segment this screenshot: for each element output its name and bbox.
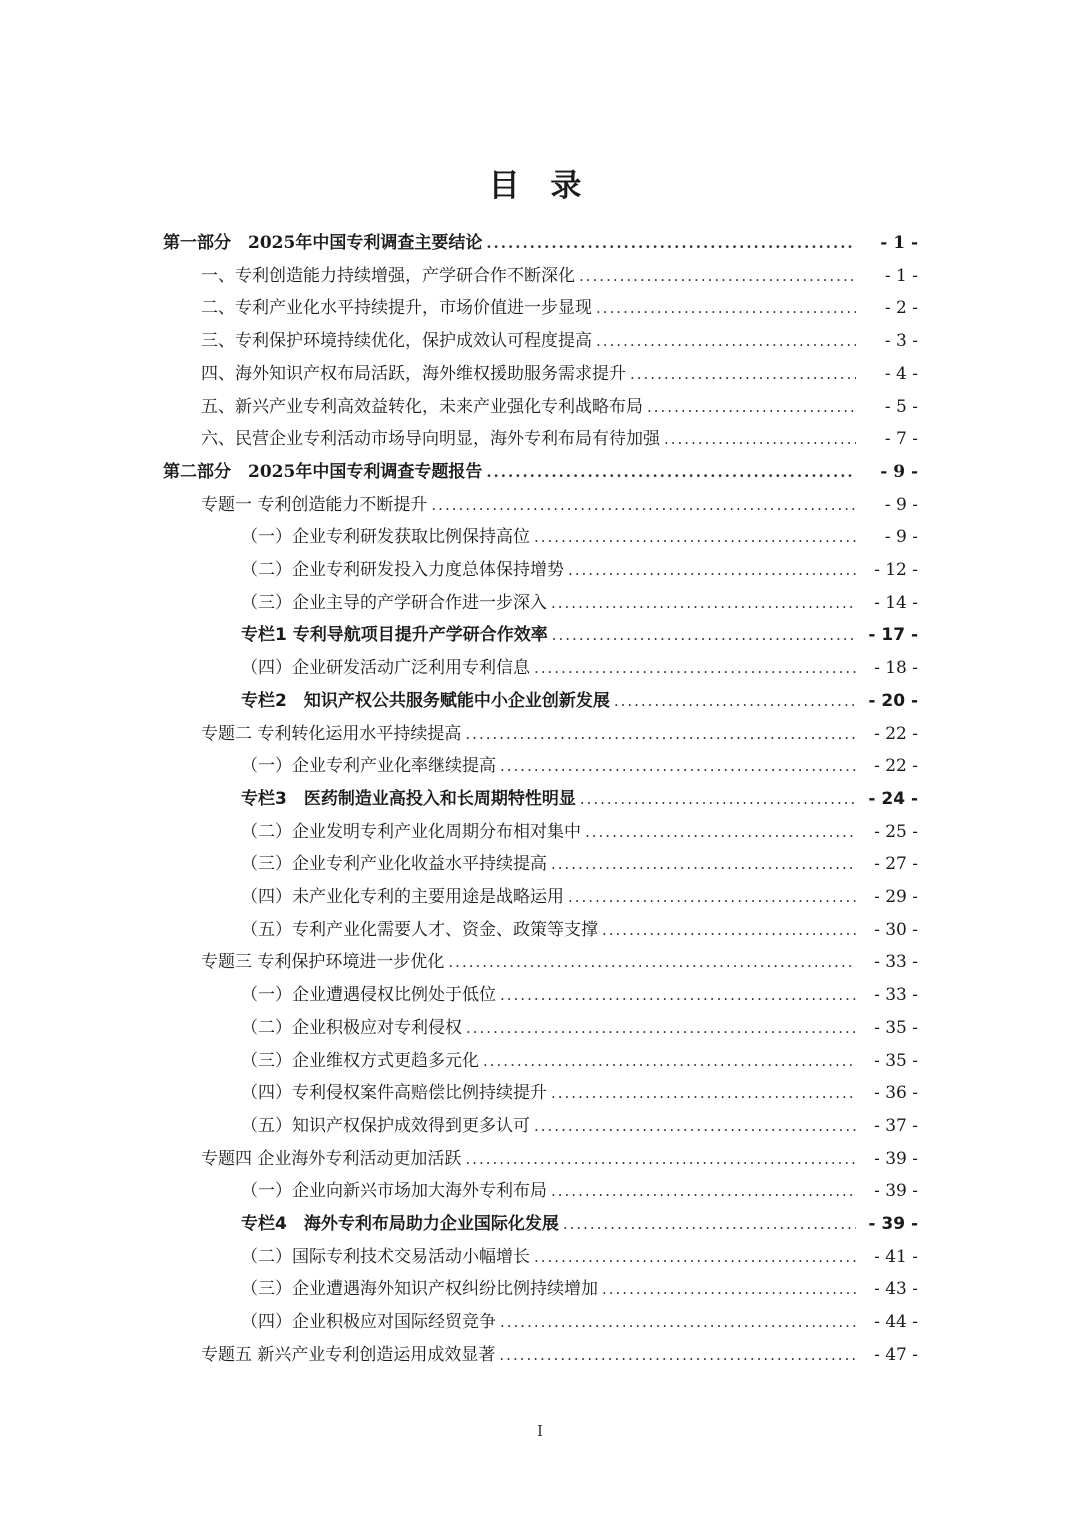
toc-entry-title: 专题一 专利创造能力不断提升 bbox=[201, 494, 428, 515]
toc-entry-title: 第二部分 2025年中国专利调查专题报告 bbox=[163, 461, 483, 482]
toc-title: 目 录 bbox=[488, 168, 592, 204]
toc-entry-title: （二）企业发明专利产业化周期分布相对集中 bbox=[241, 821, 581, 842]
dot-leader bbox=[551, 587, 856, 619]
toc-entry-title: （四）企业研发活动广泛利用专利信息 bbox=[241, 658, 530, 679]
toc-entry-title: （一）企业专利研发获取比例保持高位 bbox=[241, 527, 530, 548]
toc-entry[interactable] bbox=[241, 521, 918, 553]
dot-leader bbox=[534, 652, 856, 684]
toc-entry-title: 专题五 新兴产业专利创造运用成效显著 bbox=[201, 1344, 496, 1365]
toc-entry[interactable] bbox=[241, 881, 918, 913]
toc-entry-page: - 1 - bbox=[880, 233, 918, 253]
toc-entry[interactable] bbox=[241, 652, 918, 684]
toc-entry-page: - 12 - bbox=[874, 560, 918, 580]
toc-entry[interactable] bbox=[241, 619, 918, 651]
toc-entry-title: 二、专利产业化水平持续提升，市场价值进一步显现 bbox=[201, 298, 592, 319]
dot-leader bbox=[568, 554, 856, 586]
toc-entry[interactable] bbox=[241, 1077, 918, 1109]
toc-entry-page: - 44 - bbox=[874, 1312, 918, 1333]
dot-leader bbox=[551, 1175, 856, 1207]
toc-entry[interactable] bbox=[241, 1273, 918, 1305]
toc-entry[interactable] bbox=[241, 1045, 918, 1077]
dot-leader bbox=[466, 1012, 856, 1044]
toc-entry-page: - 9 - bbox=[884, 527, 918, 548]
dot-leader bbox=[563, 1208, 856, 1240]
toc-entry-title: 专栏3 医药制造业高投入和长周期特性明显 bbox=[241, 788, 576, 809]
toc-entry[interactable] bbox=[241, 587, 918, 619]
toc-entry-page: - 9 - bbox=[884, 494, 918, 515]
dot-leader bbox=[602, 914, 856, 946]
toc-entry-page: - 2 - bbox=[884, 298, 918, 319]
toc-entry-page: - 1 - bbox=[884, 265, 918, 286]
toc-entry-page: - 39 - bbox=[868, 1214, 918, 1234]
toc-entry[interactable] bbox=[241, 1306, 918, 1338]
dot-leader bbox=[499, 1339, 856, 1371]
toc-entry[interactable] bbox=[241, 750, 918, 782]
toc-entry-page: - 9 - bbox=[880, 461, 918, 482]
dot-leader bbox=[614, 685, 856, 717]
dot-leader bbox=[580, 783, 856, 815]
toc-entry-page: - 25 - bbox=[874, 821, 918, 842]
toc-entry[interactable] bbox=[201, 325, 918, 357]
toc-entry-title: （一）企业遭遇侵权比例处于低位 bbox=[241, 985, 496, 1006]
toc-entry[interactable] bbox=[163, 227, 918, 259]
dot-leader bbox=[486, 227, 856, 259]
toc-entry-title: （四）企业积极应对国际经贸竞争 bbox=[241, 1312, 496, 1333]
toc-entry[interactable] bbox=[241, 979, 918, 1011]
toc-entry[interactable] bbox=[241, 1012, 918, 1044]
dot-leader bbox=[551, 848, 856, 880]
toc-entry-page: - 47 - bbox=[874, 1344, 918, 1365]
toc-entry[interactable] bbox=[201, 946, 918, 978]
toc-entry-page: - 39 - bbox=[874, 1148, 918, 1169]
toc-entry-title: 专栏4 海外专利布局助力企业国际化发展 bbox=[241, 1214, 559, 1234]
toc-entry-title: （四）未产业化专利的主要用途是战略运用 bbox=[241, 887, 564, 907]
toc-entry-title: 五、新兴产业专利高效益转化，未来产业强化专利战略布局 bbox=[201, 396, 643, 417]
toc-entry-page: - 29 - bbox=[874, 887, 918, 907]
dot-leader bbox=[630, 358, 856, 390]
toc-entry-title: （一）企业向新兴市场加大海外专利布局 bbox=[241, 1181, 547, 1202]
toc-entry-title: （一）企业专利产业化率继续提高 bbox=[241, 756, 496, 777]
toc-entry[interactable] bbox=[201, 260, 918, 292]
dot-leader bbox=[664, 423, 856, 455]
dot-leader bbox=[647, 391, 856, 423]
toc-entry[interactable] bbox=[201, 391, 918, 423]
dot-leader bbox=[500, 750, 856, 782]
toc-entry-title: （五）知识产权保护成效得到更多认可 bbox=[241, 1115, 530, 1136]
dot-leader bbox=[465, 718, 856, 750]
toc-entry-page: - 22 - bbox=[874, 756, 918, 777]
toc-entry[interactable] bbox=[201, 423, 918, 455]
toc-entry-page: - 30 - bbox=[874, 919, 918, 940]
toc-entry[interactable] bbox=[241, 1175, 918, 1207]
toc-entry-page: - 18 - bbox=[874, 658, 918, 679]
dot-leader bbox=[552, 619, 856, 651]
toc-entry-title: （二）企业专利研发投入力度总体保持增势 bbox=[241, 560, 564, 580]
toc-entry[interactable] bbox=[241, 914, 918, 946]
toc-entry-title: （三）企业专利产业化收益水平持续提高 bbox=[241, 854, 547, 875]
toc-entry-page: - 7 - bbox=[884, 429, 918, 450]
dot-leader bbox=[534, 521, 856, 553]
toc-entry-title: （四）专利侵权案件高赔偿比例持续提升 bbox=[241, 1083, 547, 1104]
toc-entry-title: 专题四 企业海外专利活动更加活跃 bbox=[201, 1148, 462, 1169]
toc-entry[interactable] bbox=[241, 1241, 918, 1273]
toc-entry-page: - 20 - bbox=[868, 690, 918, 711]
toc-entry-page: - 41 - bbox=[874, 1246, 918, 1267]
toc-entry-title: 专栏1 专利导航项目提升产学研合作效率 bbox=[241, 625, 548, 646]
toc-entry[interactable] bbox=[241, 783, 918, 815]
toc-entry-page: - 33 - bbox=[874, 985, 918, 1006]
toc-entry[interactable] bbox=[241, 1208, 918, 1240]
toc-entry-page: - 39 - bbox=[874, 1181, 918, 1202]
toc-entry[interactable] bbox=[241, 1110, 918, 1142]
toc-entry-title: （三）企业主导的产学研合作进一步深入 bbox=[241, 592, 547, 613]
toc-entry-page: - 24 - bbox=[868, 788, 918, 809]
toc-entry-page: - 36 - bbox=[874, 1083, 918, 1104]
toc-entry[interactable] bbox=[201, 358, 918, 390]
dot-leader bbox=[596, 292, 856, 324]
toc-entry-page: - 37 - bbox=[874, 1115, 918, 1136]
dot-leader bbox=[596, 325, 856, 357]
dot-leader bbox=[500, 1306, 856, 1338]
toc-entry-title: （二）企业积极应对专利侵权 bbox=[241, 1017, 462, 1038]
toc-entry[interactable] bbox=[201, 718, 918, 750]
dot-leader bbox=[448, 946, 856, 978]
toc-entry-title: 三、专利保护环境持续优化，保护成效认可程度提高 bbox=[201, 331, 592, 352]
dot-leader bbox=[585, 816, 856, 848]
dot-leader bbox=[568, 881, 856, 913]
toc-entry-page: - 3 - bbox=[884, 331, 918, 352]
dot-leader bbox=[431, 489, 856, 521]
toc-entry-title: 六、民营企业专利活动市场导向明显，海外专利布局有待加强 bbox=[201, 429, 660, 450]
toc-entry[interactable] bbox=[201, 1339, 918, 1371]
toc-entry-title: 专题三 专利保护环境进一步优化 bbox=[201, 952, 445, 973]
page-number-footer: I bbox=[537, 1422, 543, 1440]
toc-entry[interactable] bbox=[241, 554, 918, 586]
toc-entry-title: 第一部分 2025年中国专利调查主要结论 bbox=[163, 233, 483, 253]
dot-leader bbox=[534, 1241, 856, 1273]
dot-leader bbox=[579, 260, 856, 292]
toc-entry-page: - 27 - bbox=[874, 854, 918, 875]
toc-entry-page: - 4 - bbox=[884, 363, 918, 384]
dot-leader bbox=[534, 1110, 856, 1142]
toc-entry[interactable] bbox=[201, 292, 918, 324]
toc-entry-page: - 22 - bbox=[874, 723, 918, 744]
toc-entry-page: - 43 - bbox=[874, 1279, 918, 1300]
toc-entry[interactable] bbox=[163, 456, 918, 488]
toc-entry-page: - 5 - bbox=[884, 396, 918, 417]
toc-entry-title: 专题二 专利转化运用水平持续提高 bbox=[201, 723, 462, 744]
toc-entry-title: 专栏2 知识产权公共服务赋能中小企业创新发展 bbox=[241, 690, 610, 711]
toc-entry-title: 一、专利创造能力持续增强，产学研合作不断深化 bbox=[201, 265, 575, 286]
toc-entry-title: （三）企业遭遇海外知识产权纠纷比例持续增加 bbox=[241, 1279, 598, 1300]
dot-leader bbox=[486, 456, 856, 488]
dot-leader bbox=[483, 1045, 856, 1077]
dot-leader bbox=[551, 1077, 856, 1109]
toc-entry[interactable] bbox=[241, 685, 918, 717]
toc-entry-page: - 33 - bbox=[874, 952, 918, 973]
toc-entry-page: - 35 - bbox=[874, 1017, 918, 1038]
toc-entry-title: 四、海外知识产权布局活跃，海外维权援助服务需求提升 bbox=[201, 363, 626, 384]
toc-entry-title: （三）企业维权方式更趋多元化 bbox=[241, 1050, 479, 1071]
dot-leader bbox=[465, 1143, 856, 1175]
toc-entry-page: - 35 - bbox=[874, 1050, 918, 1071]
toc-entry[interactable] bbox=[201, 489, 918, 521]
dot-leader bbox=[602, 1273, 856, 1305]
dot-leader bbox=[500, 979, 856, 1011]
toc-entry-title: （二）国际专利技术交易活动小幅增长 bbox=[241, 1246, 530, 1267]
toc-entry[interactable] bbox=[201, 1143, 918, 1175]
toc-entry[interactable] bbox=[241, 816, 918, 848]
toc-entry-title: （五）专利产业化需要人才、资金、政策等支撑 bbox=[241, 919, 598, 940]
toc-entry-page: - 17 - bbox=[868, 625, 918, 646]
toc-entry[interactable] bbox=[241, 848, 918, 880]
toc-entry-page: - 14 - bbox=[874, 592, 918, 613]
